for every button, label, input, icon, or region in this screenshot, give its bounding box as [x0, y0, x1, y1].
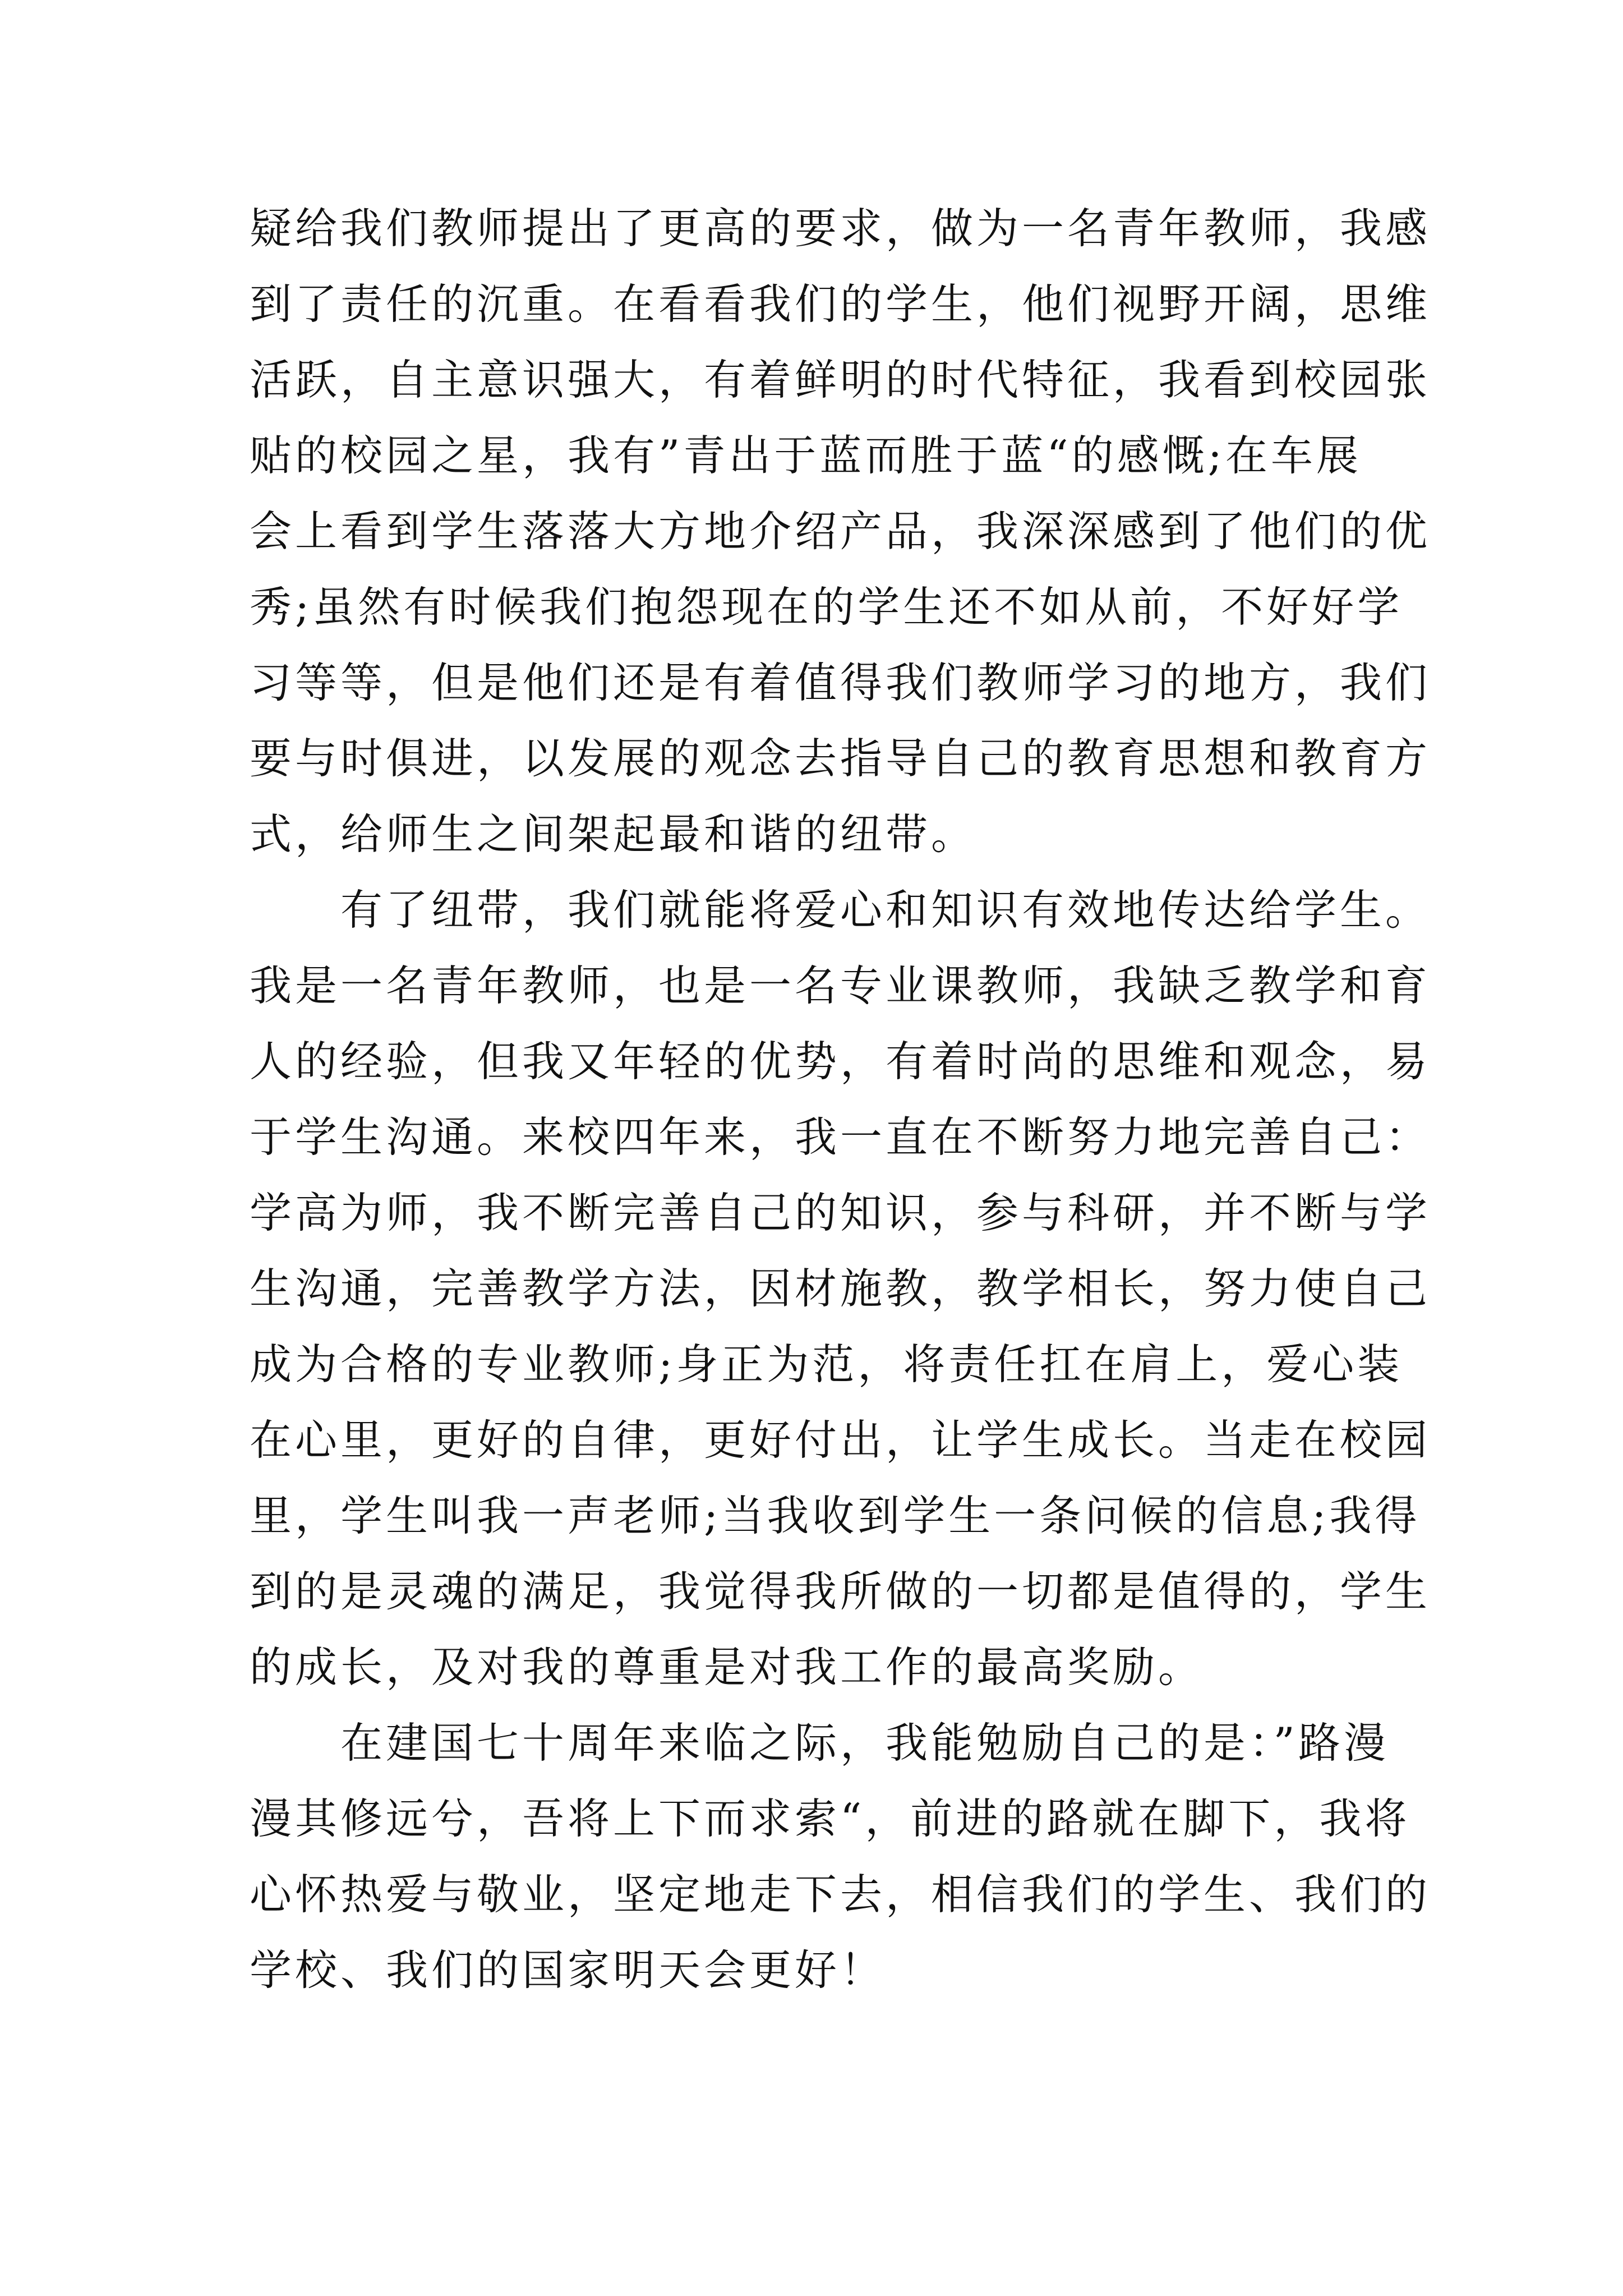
text-line: 有了纽带，我们就能将爱心和知识有效地传达给学生。 — [250, 885, 1431, 935]
text-line: 学校、我们的国家明天会更好！ — [250, 1945, 886, 1995]
text-line: 于学生沟通。来校四年来，我一直在不断努力地完善自己： — [250, 1112, 1431, 1162]
text-line: 到了责任的沉重。在看看我们的学生，他们视野开阔，思维 — [250, 279, 1431, 329]
paragraph-2 — [250, 872, 1431, 1705]
text-line: 的成长，及对我的尊重是对我工作的最高奖励。 — [250, 1642, 1204, 1692]
text-line: 要与时俱进，以发展的观念去指导自己的教育思想和教育方 — [250, 734, 1431, 783]
paragraph-3 — [250, 1705, 1431, 2008]
text-line: 心怀热爱与敬业，坚定地走下去，相信我们的学生、我们的 — [250, 1870, 1431, 1919]
text-line: 生沟通，完善教学方法，因材施教，教学相长，努力使自己 — [250, 1264, 1431, 1313]
text-line: 到的是灵魂的满足，我觉得我所做的一切都是值得的，学生 — [250, 1567, 1431, 1616]
paragraph-1 — [250, 191, 1431, 872]
text-line: 里，学生叫我一声老师;当我收到学生一条问候的信息;我得 — [250, 1491, 1421, 1540]
text-line: 我是一名青年教师，也是一名专业课教师，我缺乏教学和育 — [250, 961, 1431, 1010]
text-line: 秀;虽然有时候我们抱怨现在的学生还不如从前，不好好学 — [250, 582, 1403, 632]
text-line: 漫其修远兮，吾将上下而求索“，前进的路就在脚下，我将 — [250, 1794, 1410, 1843]
text-line: 疑给我们教师提出了更高的要求，做为一名青年教师，我感 — [250, 204, 1431, 253]
text-line: 在建国七十周年来临之际，我能勉励自己的是：”路漫 — [250, 1718, 1389, 1768]
text-line: 式，给师生之间架起最和谐的纽带。 — [250, 809, 977, 859]
text-line: 成为合格的专业教师;身正为范，将责任扛在肩上，爱心装 — [250, 1340, 1403, 1389]
text-line: 人的经验，但我又年轻的优势，有着时尚的思维和观念，易 — [250, 1037, 1431, 1086]
text-line: 贴的校园之星，我有”青出于蓝而胜于蓝“的感慨;在车展 — [250, 431, 1362, 480]
document-body — [250, 191, 1431, 2008]
text-line: 习等等，但是他们还是有着值得我们教师学习的地方，我们 — [250, 658, 1431, 707]
text-line: 学高为师，我不断完善自己的知识，参与科研，并不断与学 — [250, 1188, 1431, 1237]
text-line: 会上看到学生落落大方地介绍产品，我深深感到了他们的优 — [250, 507, 1431, 556]
text-line: 活跃，自主意识强大，有着鲜明的时代特征，我看到校园张 — [250, 355, 1431, 404]
text-line: 在心里，更好的自律，更好付出，让学生成长。当走在校园 — [250, 1415, 1431, 1465]
